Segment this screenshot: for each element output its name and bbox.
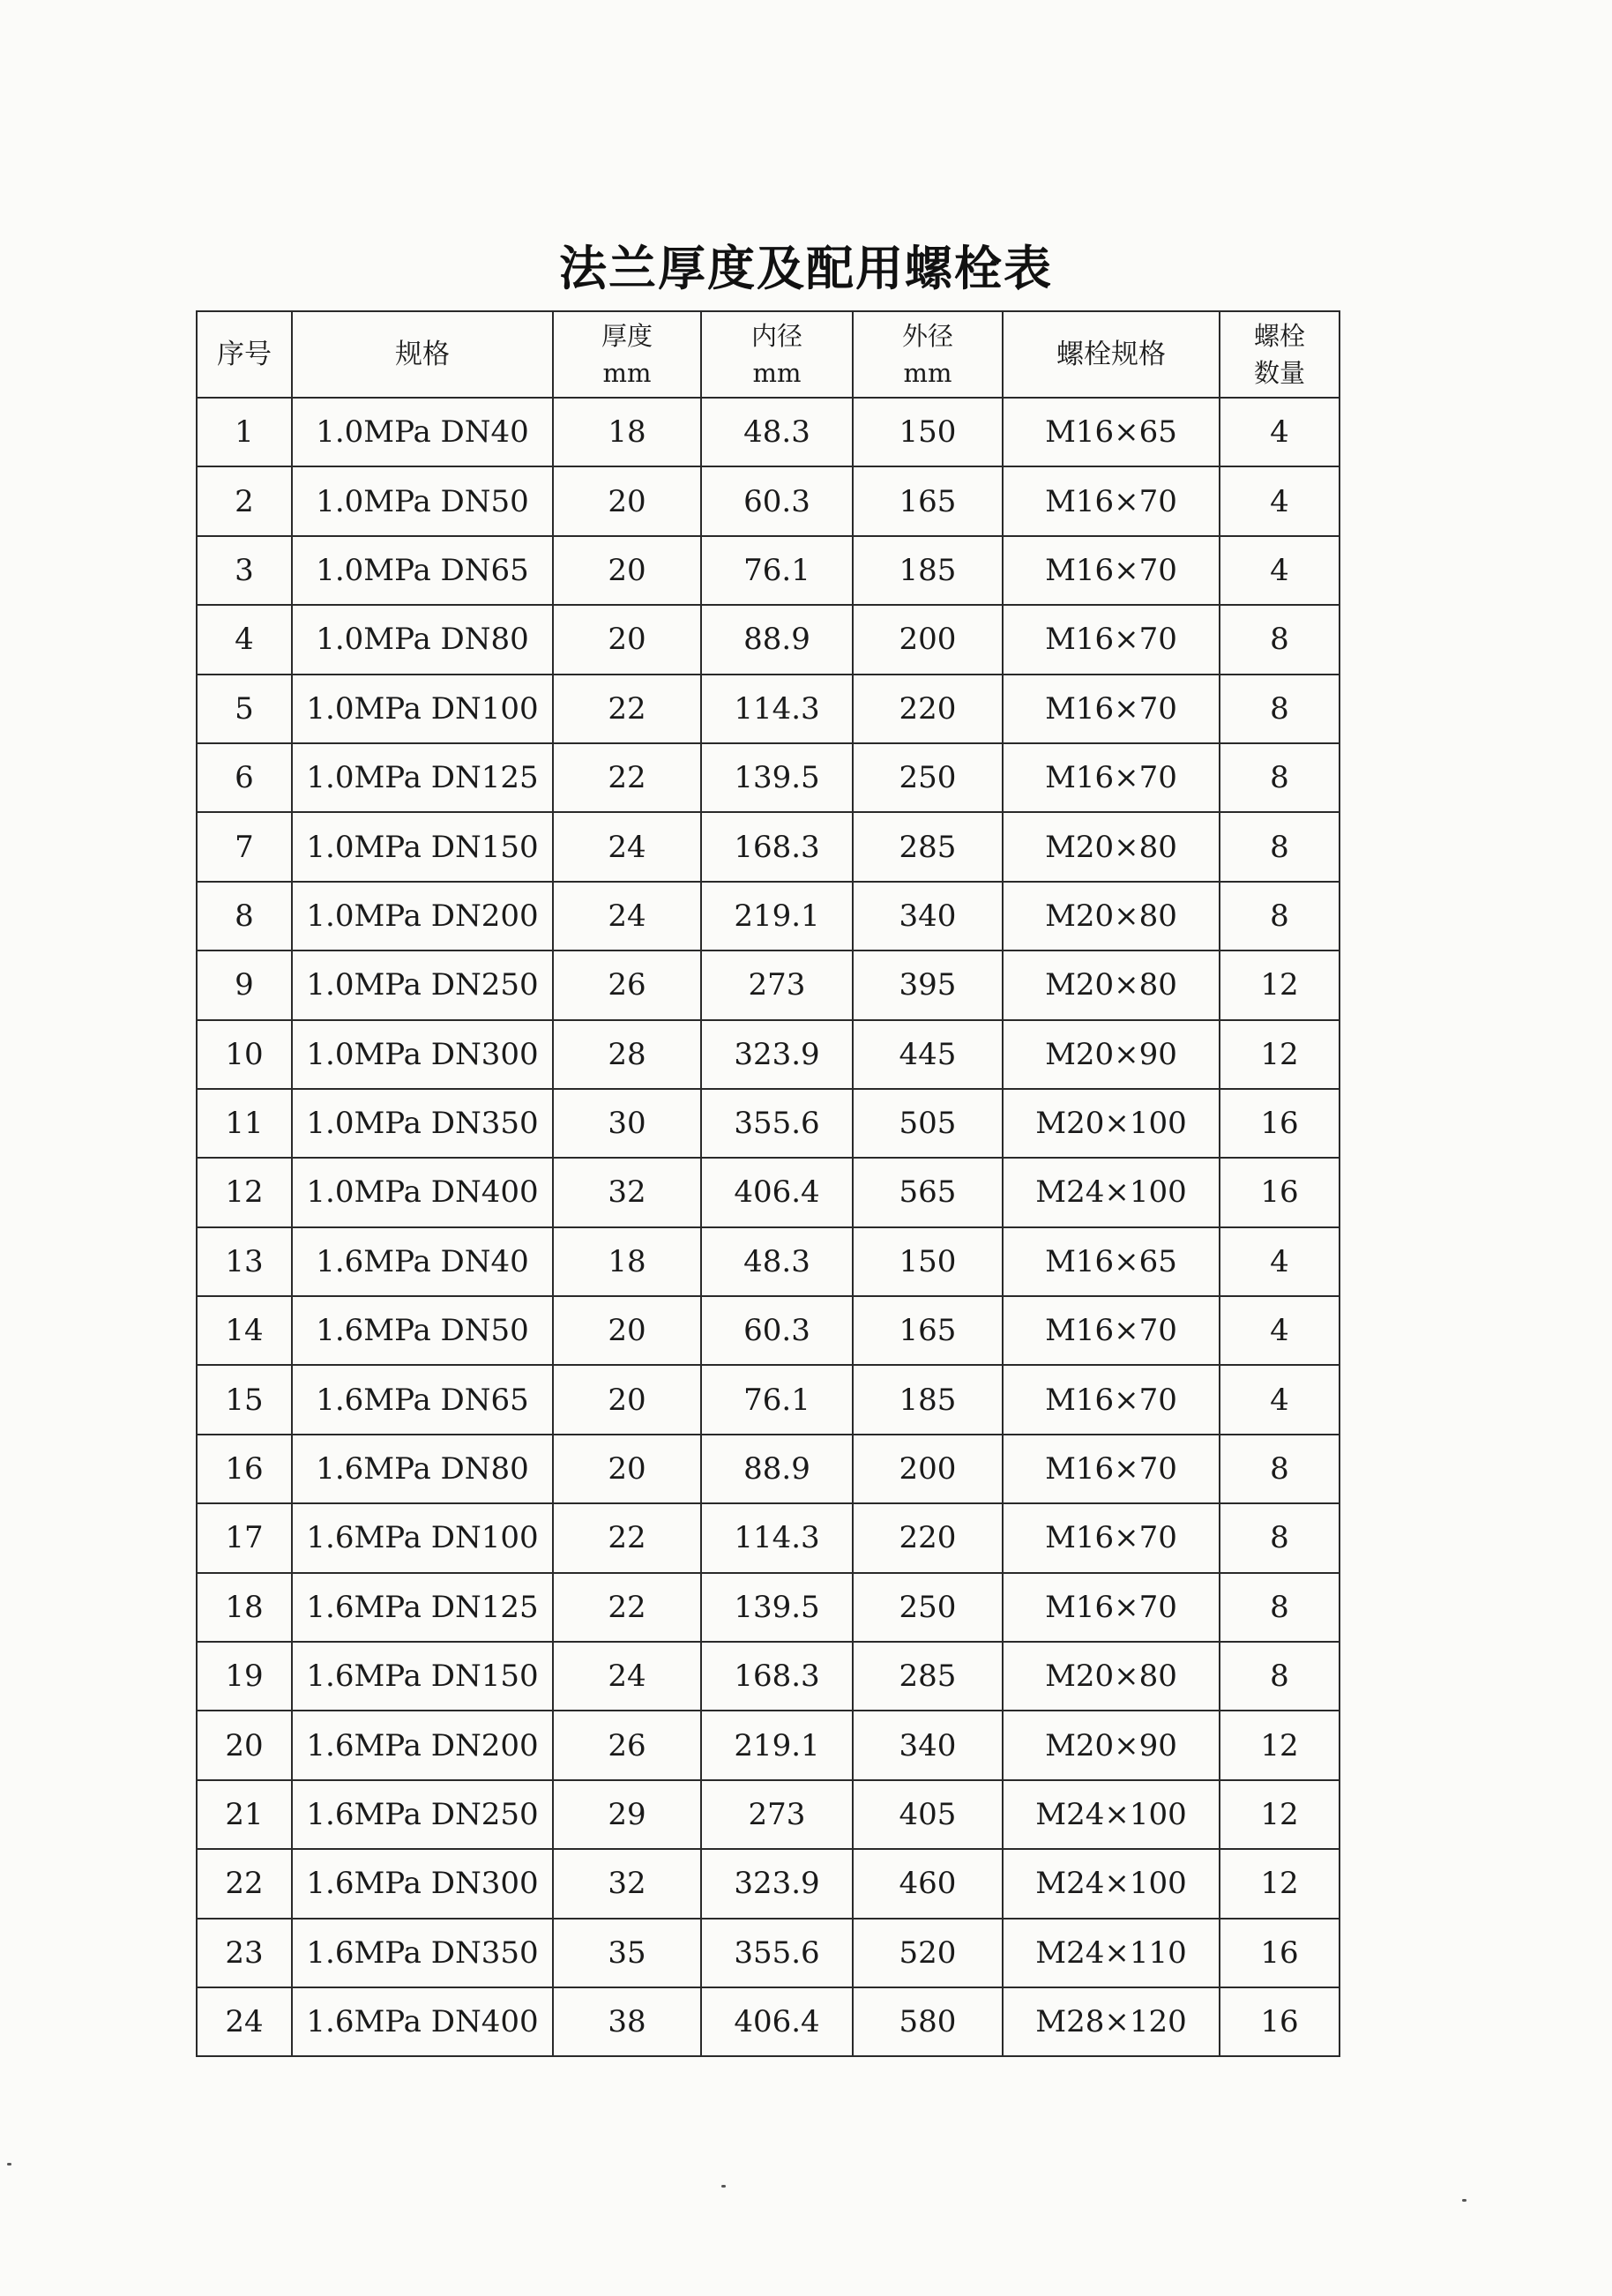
header-thickness-label: 厚度: [601, 321, 653, 351]
table-row: [197, 812, 1340, 881]
table-row: [197, 1919, 1340, 1987]
cell-outer-dia: 250: [853, 1573, 1003, 1642]
table-row: [197, 1020, 1340, 1089]
flange-bolt-table: [196, 310, 1340, 2057]
cell-bolt-qty: 16: [1220, 1158, 1340, 1226]
cell-no: 4: [197, 605, 292, 674]
cell-no: 2: [197, 466, 292, 535]
cell-thickness: 26: [553, 950, 701, 1019]
cell-spec: 1.6MPa DN65: [292, 1365, 553, 1434]
cell-thickness: 20: [553, 1365, 701, 1434]
table-row: [197, 1435, 1340, 1503]
cell-no: 18: [197, 1573, 292, 1642]
cell-bolt-spec: M20×90: [1003, 1711, 1220, 1779]
header-no: [197, 311, 292, 398]
cell-outer-dia: 220: [853, 675, 1003, 743]
header-bolt-qty-line1: 螺栓: [1253, 321, 1305, 351]
cell-bolt-qty: 4: [1220, 536, 1340, 605]
cell-bolt-qty: 8: [1220, 1642, 1340, 1711]
cell-thickness: 28: [553, 1020, 701, 1089]
table-row: [197, 1365, 1340, 1434]
cell-bolt-spec: M24×100: [1003, 1849, 1220, 1918]
cell-spec: 1.0MPa DN80: [292, 605, 553, 674]
cell-outer-dia: 520: [853, 1919, 1003, 1987]
cell-thickness: 32: [553, 1158, 701, 1226]
cell-thickness: 29: [553, 1780, 701, 1849]
table-row: [197, 675, 1340, 743]
table-body: [197, 398, 1340, 2056]
cell-spec: 1.6MPa DN100: [292, 1503, 553, 1572]
cell-outer-dia: 580: [853, 1987, 1003, 2056]
cell-inner-dia: 48.3: [701, 1227, 853, 1296]
cell-no: 12: [197, 1158, 292, 1226]
header-bolt-qty: [1220, 311, 1340, 398]
cell-spec: 1.0MPa DN100: [292, 675, 553, 743]
cell-no: 24: [197, 1987, 292, 2056]
cell-no: 13: [197, 1227, 292, 1296]
table-row: [197, 1503, 1340, 1572]
cell-bolt-spec: M28×120: [1003, 1987, 1220, 2056]
table-row: [197, 605, 1340, 674]
cell-bolt-spec: M16×70: [1003, 536, 1220, 605]
table-row: [197, 1987, 1340, 2056]
cell-bolt-spec: M20×80: [1003, 950, 1220, 1019]
table-row: [197, 882, 1340, 950]
cell-inner-dia: 114.3: [701, 1503, 853, 1572]
cell-no: 19: [197, 1642, 292, 1711]
cell-no: 10: [197, 1020, 292, 1089]
cell-bolt-qty: 8: [1220, 1573, 1340, 1642]
cell-spec: 1.0MPa DN350: [292, 1089, 553, 1158]
header-bolt-qty-line2: 数量: [1253, 358, 1305, 388]
table-row: [197, 1642, 1340, 1711]
cell-thickness: 24: [553, 812, 701, 881]
table-row: [197, 398, 1340, 466]
cell-outer-dia: 565: [853, 1158, 1003, 1226]
cell-thickness: 20: [553, 1296, 701, 1365]
cell-outer-dia: 250: [853, 743, 1003, 812]
cell-no: 14: [197, 1296, 292, 1365]
cell-inner-dia: 355.6: [701, 1919, 853, 1987]
cell-bolt-qty: 8: [1220, 743, 1340, 812]
cell-thickness: 35: [553, 1919, 701, 1987]
cell-spec: 1.0MPa DN250: [292, 950, 553, 1019]
cell-spec: 1.6MPa DN400: [292, 1987, 553, 2056]
cell-spec: 1.0MPa DN300: [292, 1020, 553, 1089]
cell-thickness: 32: [553, 1849, 701, 1918]
header-outer-dia-unit: mm: [903, 358, 952, 388]
header-thickness-unit: mm: [602, 358, 652, 388]
cell-bolt-qty: 12: [1220, 1020, 1340, 1089]
cell-thickness: 18: [553, 1227, 701, 1296]
cell-bolt-spec: M24×100: [1003, 1780, 1220, 1849]
cell-thickness: 22: [553, 675, 701, 743]
cell-bolt-qty: 12: [1220, 950, 1340, 1019]
cell-no: 22: [197, 1849, 292, 1918]
cell-bolt-qty: 16: [1220, 1919, 1340, 1987]
cell-outer-dia: 285: [853, 1642, 1003, 1711]
cell-no: 3: [197, 536, 292, 605]
cell-bolt-spec: M16×70: [1003, 1365, 1220, 1434]
cell-no: 17: [197, 1503, 292, 1572]
cell-inner-dia: 406.4: [701, 1987, 853, 2056]
cell-outer-dia: 220: [853, 1503, 1003, 1572]
table-row: [197, 1573, 1340, 1642]
cell-inner-dia: 139.5: [701, 1573, 853, 1642]
cell-bolt-spec: M16×70: [1003, 1435, 1220, 1503]
cell-bolt-spec: M20×80: [1003, 1642, 1220, 1711]
scan-speck: [7, 2163, 11, 2166]
cell-spec: 1.0MPa DN125: [292, 743, 553, 812]
cell-bolt-spec: M24×110: [1003, 1919, 1220, 1987]
cell-bolt-spec: M16×70: [1003, 1296, 1220, 1365]
cell-outer-dia: 150: [853, 398, 1003, 466]
cell-spec: 1.6MPa DN125: [292, 1573, 553, 1642]
cell-thickness: 22: [553, 1573, 701, 1642]
header-inner-dia: [701, 311, 853, 398]
cell-inner-dia: 88.9: [701, 1435, 853, 1503]
cell-outer-dia: 200: [853, 605, 1003, 674]
header-inner-dia-label: 内径: [750, 321, 802, 351]
cell-inner-dia: 114.3: [701, 675, 853, 743]
cell-outer-dia: 185: [853, 536, 1003, 605]
table-row: [197, 1158, 1340, 1226]
table-row: [197, 1227, 1340, 1296]
cell-inner-dia: 76.1: [701, 536, 853, 605]
cell-bolt-qty: 4: [1220, 1365, 1340, 1434]
table-row: [197, 1849, 1340, 1918]
cell-bolt-qty: 12: [1220, 1711, 1340, 1779]
cell-outer-dia: 185: [853, 1365, 1003, 1434]
header-row: [197, 311, 1340, 398]
cell-thickness: 24: [553, 882, 701, 950]
cell-inner-dia: 88.9: [701, 605, 853, 674]
cell-thickness: 38: [553, 1987, 701, 2056]
cell-bolt-spec: M16×70: [1003, 466, 1220, 535]
cell-inner-dia: 355.6: [701, 1089, 853, 1158]
cell-outer-dia: 395: [853, 950, 1003, 1019]
cell-outer-dia: 505: [853, 1089, 1003, 1158]
cell-outer-dia: 200: [853, 1435, 1003, 1503]
cell-bolt-spec: M16×65: [1003, 398, 1220, 466]
cell-spec: 1.6MPa DN50: [292, 1296, 553, 1365]
cell-bolt-qty: 8: [1220, 882, 1340, 950]
cell-bolt-qty: 16: [1220, 1089, 1340, 1158]
cell-spec: 1.6MPa DN250: [292, 1780, 553, 1849]
cell-inner-dia: 323.9: [701, 1849, 853, 1918]
cell-outer-dia: 165: [853, 466, 1003, 535]
cell-thickness: 30: [553, 1089, 701, 1158]
cell-thickness: 22: [553, 1503, 701, 1572]
table-row: [197, 1089, 1340, 1158]
cell-thickness: 26: [553, 1711, 701, 1779]
table-row: [197, 743, 1340, 812]
cell-no: 20: [197, 1711, 292, 1779]
cell-spec: 1.0MPa DN150: [292, 812, 553, 881]
table-row: [197, 1711, 1340, 1779]
cell-no: 7: [197, 812, 292, 881]
cell-bolt-spec: M16×70: [1003, 1573, 1220, 1642]
cell-bolt-qty: 4: [1220, 398, 1340, 466]
cell-bolt-spec: M16×70: [1003, 1503, 1220, 1572]
cell-no: 1: [197, 398, 292, 466]
table-row: [197, 1296, 1340, 1365]
scan-speck: [721, 2185, 726, 2188]
header-spec: [292, 311, 553, 398]
cell-thickness: 20: [553, 536, 701, 605]
cell-bolt-spec: M20×100: [1003, 1089, 1220, 1158]
cell-bolt-qty: 4: [1220, 1227, 1340, 1296]
header-spec-label: 规格: [395, 339, 450, 370]
cell-thickness: 20: [553, 466, 701, 535]
cell-bolt-qty: 4: [1220, 466, 1340, 535]
cell-bolt-spec: M16×70: [1003, 605, 1220, 674]
header-no-label: 序号: [217, 339, 272, 370]
cell-no: 11: [197, 1089, 292, 1158]
cell-spec: 1.6MPa DN40: [292, 1227, 553, 1296]
cell-thickness: 18: [553, 398, 701, 466]
cell-inner-dia: 273: [701, 950, 853, 1019]
cell-bolt-spec: M16×70: [1003, 675, 1220, 743]
cell-bolt-spec: M20×90: [1003, 1020, 1220, 1089]
cell-bolt-qty: 8: [1220, 1503, 1340, 1572]
cell-spec: 1.0MPa DN200: [292, 882, 553, 950]
cell-bolt-spec: M20×80: [1003, 812, 1220, 881]
cell-outer-dia: 340: [853, 1711, 1003, 1779]
cell-spec: 1.6MPa DN150: [292, 1642, 553, 1711]
cell-inner-dia: 406.4: [701, 1158, 853, 1226]
cell-no: 23: [197, 1919, 292, 1987]
cell-inner-dia: 273: [701, 1780, 853, 1849]
cell-bolt-spec: M20×80: [1003, 882, 1220, 950]
header-inner-dia-unit: mm: [752, 358, 802, 388]
cell-bolt-qty: 12: [1220, 1849, 1340, 1918]
cell-outer-dia: 340: [853, 882, 1003, 950]
cell-thickness: 20: [553, 1435, 701, 1503]
cell-spec: 1.6MPa DN200: [292, 1711, 553, 1779]
cell-spec: 1.0MPa DN65: [292, 536, 553, 605]
cell-bolt-spec: M16×65: [1003, 1227, 1220, 1296]
cell-outer-dia: 285: [853, 812, 1003, 881]
cell-bolt-qty: 12: [1220, 1780, 1340, 1849]
cell-outer-dia: 460: [853, 1849, 1003, 1918]
table-row: [197, 536, 1340, 605]
cell-inner-dia: 219.1: [701, 882, 853, 950]
cell-no: 9: [197, 950, 292, 1019]
cell-outer-dia: 165: [853, 1296, 1003, 1365]
cell-no: 16: [197, 1435, 292, 1503]
cell-thickness: 24: [553, 1642, 701, 1711]
cell-spec: 1.0MPa DN400: [292, 1158, 553, 1226]
cell-bolt-qty: 8: [1220, 812, 1340, 881]
header-bolt-spec-label: 螺栓规格: [1056, 339, 1166, 370]
cell-no: 15: [197, 1365, 292, 1434]
cell-no: 21: [197, 1780, 292, 1849]
cell-no: 8: [197, 882, 292, 950]
cell-inner-dia: 139.5: [701, 743, 853, 812]
cell-inner-dia: 76.1: [701, 1365, 853, 1434]
header-outer-dia-label: 外径: [901, 321, 953, 351]
cell-outer-dia: 405: [853, 1780, 1003, 1849]
cell-outer-dia: 150: [853, 1227, 1003, 1296]
cell-spec: 1.0MPa DN50: [292, 466, 553, 535]
cell-thickness: 20: [553, 605, 701, 674]
cell-no: 6: [197, 743, 292, 812]
cell-spec: 1.6MPa DN80: [292, 1435, 553, 1503]
cell-bolt-spec: M24×100: [1003, 1158, 1220, 1226]
cell-outer-dia: 445: [853, 1020, 1003, 1089]
cell-bolt-qty: 8: [1220, 675, 1340, 743]
cell-bolt-qty: 8: [1220, 1435, 1340, 1503]
cell-inner-dia: 323.9: [701, 1020, 853, 1089]
cell-inner-dia: 219.1: [701, 1711, 853, 1779]
scan-speck: [1462, 2199, 1466, 2202]
cell-inner-dia: 60.3: [701, 1296, 853, 1365]
header-thickness: [553, 311, 701, 398]
cell-thickness: 22: [553, 743, 701, 812]
cell-bolt-qty: 4: [1220, 1296, 1340, 1365]
cell-bolt-qty: 8: [1220, 605, 1340, 674]
table-row: [197, 950, 1340, 1019]
cell-spec: 1.6MPa DN300: [292, 1849, 553, 1918]
cell-bolt-spec: M16×70: [1003, 743, 1220, 812]
cell-bolt-qty: 16: [1220, 1987, 1340, 2056]
cell-inner-dia: 60.3: [701, 466, 853, 535]
header-bolt-spec: [1003, 311, 1220, 398]
cell-spec: 1.0MPa DN40: [292, 398, 553, 466]
header-outer-dia: [853, 311, 1003, 398]
cell-inner-dia: 168.3: [701, 1642, 853, 1711]
table-row: [197, 1780, 1340, 1849]
document-title: 法兰厚度及配用螺栓表: [559, 240, 1053, 296]
table-row: [197, 466, 1340, 535]
cell-spec: 1.6MPa DN350: [292, 1919, 553, 1987]
cell-inner-dia: 48.3: [701, 398, 853, 466]
table-header: [197, 311, 1340, 398]
cell-no: 5: [197, 675, 292, 743]
cell-inner-dia: 168.3: [701, 812, 853, 881]
